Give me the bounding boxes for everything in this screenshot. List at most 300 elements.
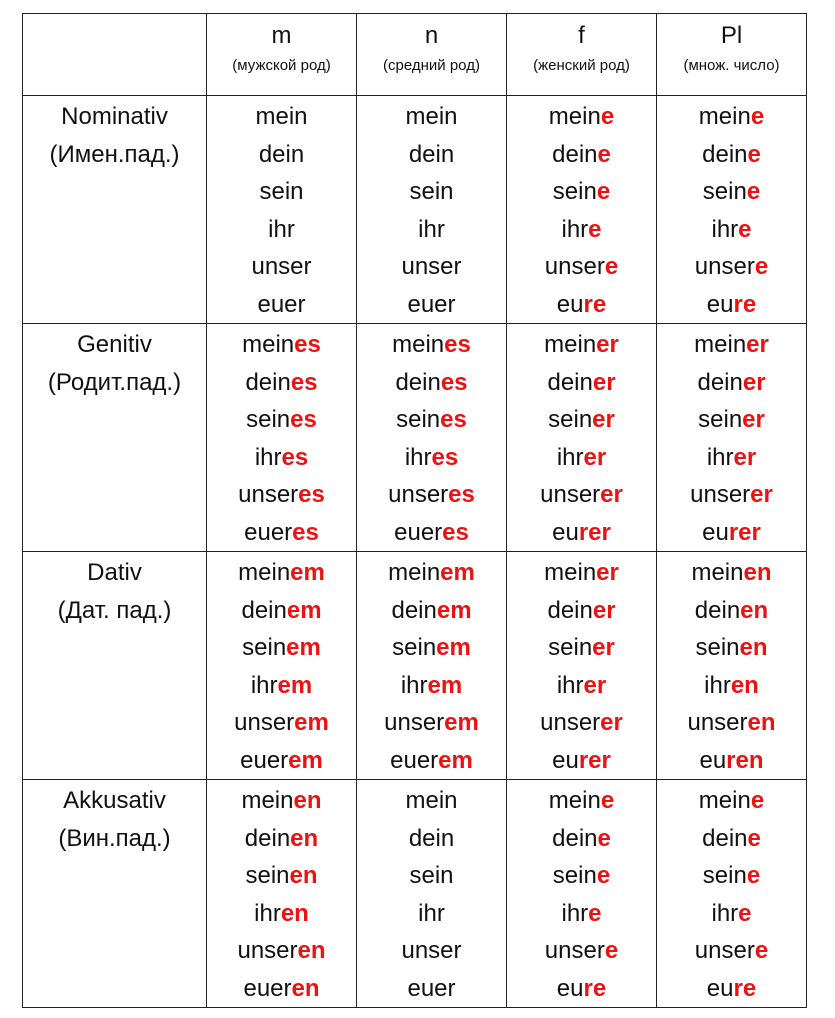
pronoun-form <box>657 820 806 858</box>
form-ending: es <box>448 481 475 508</box>
pronoun-form <box>657 286 806 324</box>
pronoun-form <box>357 439 506 477</box>
forms-cell-f <box>507 324 657 552</box>
case-name-cell <box>23 96 207 324</box>
form-stem: eu <box>556 290 584 318</box>
pronoun-form <box>657 439 806 477</box>
form-stem: euer <box>407 290 456 318</box>
pronoun-form <box>357 514 506 552</box>
form-stem: mein <box>691 559 744 586</box>
form-ending: re <box>733 974 757 1002</box>
pronoun-form <box>357 970 506 1008</box>
pronoun-form <box>507 364 656 402</box>
form-stem: mein <box>548 787 601 814</box>
pronoun-form <box>357 782 506 820</box>
form-stem: euer <box>257 290 306 318</box>
pronoun-form <box>657 173 806 211</box>
form-ending: es <box>442 518 469 546</box>
form-stem: dein <box>258 140 305 168</box>
case-name-ru: (Дат. пад.) <box>57 596 172 624</box>
pronoun-form <box>357 364 506 402</box>
header-label: n <box>424 22 439 49</box>
form-ending: ren <box>726 746 764 774</box>
forms-cell-n <box>357 780 507 1008</box>
pronoun-form <box>657 476 806 514</box>
pronoun-form <box>357 629 506 667</box>
pronoun-form <box>207 326 356 364</box>
pronoun-form <box>357 476 506 514</box>
pronoun-form <box>507 742 656 780</box>
pronoun-form <box>657 401 806 439</box>
form-stem: ihr <box>704 671 731 699</box>
header-sublabel: (множ. число) <box>683 57 780 74</box>
form-stem: ihr <box>418 215 445 243</box>
pronoun-form <box>507 476 656 514</box>
form-stem: euer <box>244 518 293 546</box>
form-stem: unser <box>540 709 601 736</box>
form-ending: er <box>733 443 757 471</box>
form-ending: rer <box>578 518 611 546</box>
pronoun-form <box>207 439 356 477</box>
form-stem: unser <box>694 937 755 964</box>
form-stem: mein <box>241 787 294 814</box>
form-ending: er <box>600 481 623 508</box>
forms-cell-pl <box>657 96 807 324</box>
form-stem: dein <box>702 140 748 168</box>
form-stem: mein <box>544 559 597 586</box>
form-stem: eu <box>699 746 727 774</box>
pronoun-form <box>507 782 656 820</box>
pronoun-form <box>207 401 356 439</box>
form-ending: re <box>733 290 757 318</box>
form-stem: eu <box>556 974 584 1002</box>
pronoun-form <box>207 782 356 820</box>
form-stem: dein <box>552 824 598 852</box>
form-stem: dein <box>241 596 287 624</box>
form-stem: eu <box>552 746 579 774</box>
pronoun-form <box>657 514 806 552</box>
pronoun-form <box>657 136 806 174</box>
form-ending: e <box>750 103 765 130</box>
pronoun-form <box>507 667 656 705</box>
form-stem: ihr <box>556 443 584 471</box>
form-stem: dein <box>547 368 593 396</box>
form-ending: er <box>746 331 769 358</box>
form-ending: em <box>438 746 473 774</box>
form-stem: ihr <box>711 899 739 927</box>
forms-cell-pl <box>657 780 807 1008</box>
form-stem: sein <box>246 406 291 433</box>
form-stem: sein <box>702 862 747 889</box>
pronoun-form <box>507 554 656 592</box>
pronoun-form <box>357 136 506 174</box>
pronoun-form <box>357 742 506 780</box>
pronoun-form <box>207 592 356 630</box>
form-ending: en <box>747 709 776 736</box>
form-stem: euer <box>407 974 456 1002</box>
form-ending: er <box>592 596 616 624</box>
form-ending: es <box>290 406 317 433</box>
pronoun-form <box>657 667 806 705</box>
form-ending: es <box>431 443 459 471</box>
pronoun-form <box>507 820 656 858</box>
form-stem: unser <box>401 253 462 280</box>
form-stem: ihr <box>556 671 584 699</box>
pronoun-form <box>207 667 356 705</box>
pronoun-form <box>207 476 356 514</box>
form-ending: e <box>738 215 752 243</box>
form-ending: es <box>294 331 321 358</box>
pronoun-form <box>357 895 506 933</box>
form-stem: dein <box>244 824 291 852</box>
form-stem: sein <box>392 634 437 661</box>
pronoun-form <box>357 286 506 324</box>
form-ending: e <box>597 824 611 852</box>
header-cell-pl <box>657 14 807 96</box>
form-stem: ihr <box>268 215 295 243</box>
form-ending: er <box>596 559 619 586</box>
pronoun-form <box>357 554 506 592</box>
pronoun-form <box>507 970 656 1008</box>
pronoun-form <box>207 932 356 970</box>
pronoun-form <box>507 857 656 895</box>
form-ending: e <box>600 103 615 130</box>
form-ending: er <box>583 671 607 699</box>
pronoun-form <box>657 592 806 630</box>
form-stem: unser <box>687 709 748 736</box>
header-sublabel: (женский род) <box>533 57 630 74</box>
case-row-akkusativ <box>23 780 807 1008</box>
header-cell-m <box>207 14 357 96</box>
header-label: f <box>578 22 585 49</box>
form-ending: re <box>583 974 607 1002</box>
pronoun-form <box>207 98 356 136</box>
header-cell-f <box>507 14 657 96</box>
forms-cell-pl <box>657 324 807 552</box>
form-stem: dein <box>408 140 455 168</box>
pronoun-form <box>357 98 506 136</box>
form-stem: sein <box>548 406 593 433</box>
form-ending: em <box>440 559 475 586</box>
form-stem: ihr <box>561 215 589 243</box>
case-row-genitiv <box>23 324 807 552</box>
form-stem: sein <box>702 178 747 205</box>
pronoun-form <box>507 629 656 667</box>
form-stem: ihr <box>400 671 428 699</box>
form-stem: dein <box>391 596 437 624</box>
form-ending: e <box>754 253 769 280</box>
forms-cell-f <box>507 96 657 324</box>
form-stem: sein <box>396 406 441 433</box>
form-ending: e <box>600 787 615 814</box>
form-stem: sein <box>259 178 304 205</box>
form-stem: eu <box>702 518 729 546</box>
form-ending: re <box>583 290 607 318</box>
form-ending: er <box>596 331 619 358</box>
pronoun-form <box>507 248 656 286</box>
form-ending: em <box>436 634 471 661</box>
pronoun-form <box>207 248 356 286</box>
form-stem: ihr <box>706 443 734 471</box>
pronoun-form <box>357 667 506 705</box>
case-name: Akkusativ <box>63 787 166 814</box>
form-ending: e <box>750 787 765 814</box>
form-stem: mein <box>405 103 458 130</box>
pronoun-form <box>657 782 806 820</box>
pronoun-form <box>207 173 356 211</box>
form-stem: sein <box>242 634 287 661</box>
pronoun-form <box>207 211 356 249</box>
form-ending: e <box>604 253 619 280</box>
form-stem: mein <box>698 787 751 814</box>
form-stem: euer <box>240 746 289 774</box>
pronoun-form <box>657 629 806 667</box>
form-stem: ihr <box>250 671 278 699</box>
pronoun-form <box>207 554 356 592</box>
form-ending: em <box>286 634 321 661</box>
form-ending: e <box>747 824 761 852</box>
form-ending: e <box>588 899 602 927</box>
form-ending: es <box>281 443 309 471</box>
form-ending: e <box>597 140 611 168</box>
form-ending: en <box>740 596 769 624</box>
pronoun-form <box>207 136 356 174</box>
forms-cell-n <box>357 96 507 324</box>
form-stem: euer <box>243 974 292 1002</box>
header-sublabel: (мужской род) <box>232 57 331 74</box>
form-ending: em <box>436 596 472 624</box>
form-stem: unser <box>694 253 755 280</box>
case-row-dativ <box>23 552 807 780</box>
forms-cell-m <box>207 324 357 552</box>
form-stem: mein <box>242 331 295 358</box>
form-ending: em <box>286 596 322 624</box>
pronoun-form <box>507 592 656 630</box>
pronoun-form <box>357 932 506 970</box>
pronoun-form <box>657 326 806 364</box>
form-ending: es <box>292 518 319 546</box>
pronoun-form <box>357 173 506 211</box>
form-ending: es <box>298 481 325 508</box>
forms-cell-n <box>357 324 507 552</box>
form-ending: rer <box>578 746 611 774</box>
case-name-cell <box>23 324 207 552</box>
form-stem: mein <box>698 103 751 130</box>
form-stem: eu <box>706 974 734 1002</box>
form-ending: en <box>730 671 759 699</box>
form-stem: mein <box>544 331 597 358</box>
pronoun-form <box>657 857 806 895</box>
form-stem: dein <box>547 596 593 624</box>
form-ending: er <box>750 481 773 508</box>
form-stem: ihr <box>561 899 589 927</box>
form-stem: dein <box>408 824 455 852</box>
form-ending: er <box>742 406 765 433</box>
forms-cell-m <box>207 780 357 1008</box>
form-stem: unser <box>540 481 601 508</box>
pronoun-form <box>207 857 356 895</box>
pronoun-form <box>507 401 656 439</box>
pronoun-form <box>507 173 656 211</box>
pronoun-form <box>507 704 656 742</box>
form-stem: sein <box>552 862 597 889</box>
header-label: Pl <box>720 22 743 49</box>
form-stem: mein <box>255 103 308 130</box>
form-stem: ihr <box>711 215 739 243</box>
form-stem: unser <box>234 709 295 736</box>
pronoun-form <box>207 742 356 780</box>
forms-cell-pl <box>657 552 807 780</box>
form-stem: eu <box>552 518 579 546</box>
form-stem: ihr <box>254 899 281 927</box>
form-stem: ihr <box>404 443 432 471</box>
form-ending: er <box>592 634 615 661</box>
forms-cell-m <box>207 552 357 780</box>
header-cell-n <box>357 14 507 96</box>
form-stem: dein <box>697 368 743 396</box>
form-stem: mein <box>694 331 747 358</box>
pronoun-form <box>507 439 656 477</box>
form-ending: en <box>280 899 309 927</box>
form-stem: unser <box>251 253 312 280</box>
form-stem: sein <box>245 862 290 889</box>
pronoun-form <box>657 554 806 592</box>
form-ending: e <box>754 937 769 964</box>
form-stem: dein <box>245 368 291 396</box>
form-stem: euer <box>390 746 439 774</box>
form-stem: mein <box>548 103 601 130</box>
pronoun-form <box>207 704 356 742</box>
pronoun-form <box>507 211 656 249</box>
pronoun-form <box>657 211 806 249</box>
forms-cell-n <box>357 552 507 780</box>
form-ending: en <box>297 937 326 964</box>
form-stem: mein <box>405 787 458 814</box>
form-ending: e <box>588 215 602 243</box>
pronoun-form <box>507 136 656 174</box>
header-label: m <box>271 22 292 49</box>
case-name-cell <box>23 552 207 780</box>
pronoun-form <box>507 932 656 970</box>
form-ending: e <box>596 862 611 889</box>
form-ending: e <box>738 899 752 927</box>
form-ending: er <box>592 406 615 433</box>
form-ending: es <box>290 368 318 396</box>
form-stem: mein <box>238 559 291 586</box>
case-row-nominativ <box>23 96 807 324</box>
pronoun-form <box>507 514 656 552</box>
case-name: Genitiv <box>77 331 152 358</box>
case-name: Nominativ <box>61 103 168 130</box>
form-stem: eu <box>706 290 734 318</box>
form-ending: er <box>600 709 623 736</box>
form-ending: er <box>742 368 766 396</box>
case-name-ru: (Имен.пад.) <box>49 140 180 168</box>
form-ending: em <box>427 671 463 699</box>
pronoun-form <box>657 704 806 742</box>
pronoun-form <box>357 704 506 742</box>
pronoun-form <box>657 932 806 970</box>
pronoun-form <box>207 364 356 402</box>
forms-cell-f <box>507 780 657 1008</box>
pronoun-form <box>207 629 356 667</box>
header-row <box>23 14 807 96</box>
form-ending: es <box>444 331 471 358</box>
pronoun-form <box>657 248 806 286</box>
form-ending: e <box>604 937 619 964</box>
form-stem: unser <box>238 481 299 508</box>
form-stem: unser <box>237 937 298 964</box>
form-stem: unser <box>544 937 605 964</box>
form-ending: en <box>739 634 768 661</box>
case-name-ru: (Вин.пад.) <box>58 824 171 852</box>
form-stem: unser <box>544 253 605 280</box>
form-ending: en <box>290 824 319 852</box>
pronoun-form <box>507 326 656 364</box>
form-ending: en <box>743 559 772 586</box>
form-ending: es <box>440 368 468 396</box>
pronoun-form <box>357 211 506 249</box>
form-ending: e <box>596 178 611 205</box>
case-rows <box>23 96 807 1008</box>
form-stem: dein <box>552 140 598 168</box>
pronoun-form <box>357 592 506 630</box>
pronoun-form <box>357 401 506 439</box>
form-stem: dein <box>694 596 741 624</box>
corner-cell <box>23 14 207 96</box>
form-ending: er <box>583 443 607 471</box>
case-name-ru: (Родит.пад.) <box>47 368 182 396</box>
form-stem: sein <box>695 634 740 661</box>
form-stem: sein <box>409 178 454 205</box>
pronoun-form <box>507 895 656 933</box>
forms-cell-m <box>207 96 357 324</box>
case-name-cell <box>23 780 207 1008</box>
form-stem: mein <box>392 331 445 358</box>
form-stem: ihr <box>254 443 282 471</box>
form-ending: es <box>440 406 467 433</box>
pronoun-form <box>657 364 806 402</box>
form-stem: ihr <box>418 899 445 927</box>
form-stem: unser <box>690 481 751 508</box>
form-stem: dein <box>702 824 748 852</box>
pronoun-form <box>207 820 356 858</box>
form-stem: sein <box>698 406 743 433</box>
form-ending: rer <box>728 518 761 546</box>
form-ending: e <box>747 140 761 168</box>
pronoun-form <box>357 820 506 858</box>
pronoun-form <box>357 326 506 364</box>
form-ending: em <box>277 671 313 699</box>
forms-cell-f <box>507 552 657 780</box>
pronoun-form <box>357 857 506 895</box>
pronoun-form <box>507 286 656 324</box>
pronoun-form <box>507 98 656 136</box>
form-ending: e <box>746 178 761 205</box>
form-ending: em <box>294 709 329 736</box>
pronoun-form <box>657 742 806 780</box>
form-stem: unser <box>388 481 449 508</box>
form-ending: e <box>746 862 761 889</box>
form-stem: dein <box>395 368 441 396</box>
form-ending: em <box>444 709 479 736</box>
pronoun-form <box>207 970 356 1008</box>
pronoun-form <box>207 895 356 933</box>
pronoun-form <box>207 514 356 552</box>
form-ending: en <box>293 787 322 814</box>
form-ending: em <box>288 746 323 774</box>
declension-table <box>22 13 807 1008</box>
